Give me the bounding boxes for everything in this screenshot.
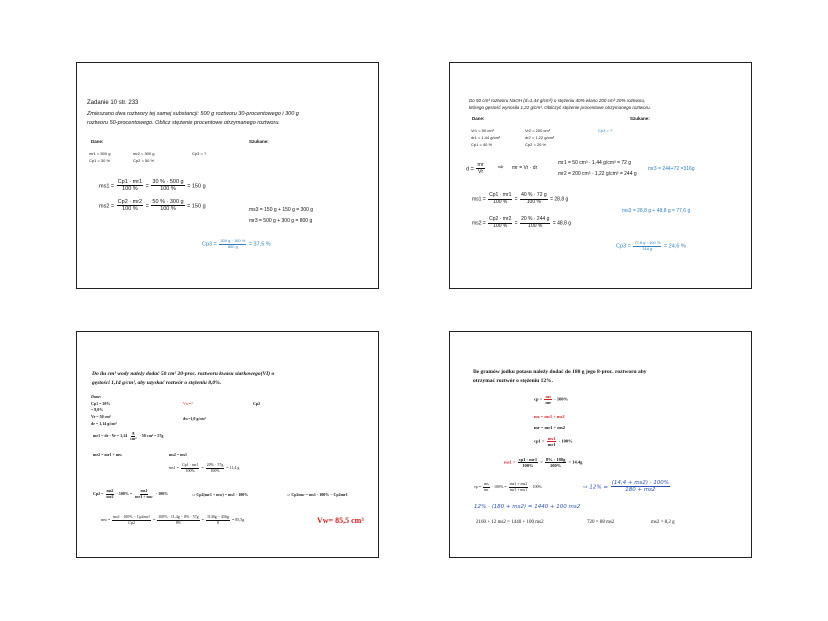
task-text-line-1: Do ilu cm³ wody należy dodać 50 cm³ 20-proc. roztworu kwasu siarkowego(VI) o	[92, 371, 275, 377]
dane-label: Dane:	[91, 139, 104, 144]
dane-label: Dane:	[91, 394, 102, 399]
ms3-sum: ms3 = 150 g + 150 g = 300 g	[249, 207, 314, 213]
given-cp1: Cp1 = 30 %	[89, 158, 111, 163]
mr1-calculation: mr1 = dr · Vr = 1,14 $\frac{g}{\text{cm³}}$ · 50 cm³ = 57g	[93, 430, 164, 441]
mr-sum-formula: mr = mr1 + ms2	[534, 425, 566, 430]
task-text-line-1: Do 50 cm³ roztworu NaOH (d=1,44 g/cm³) o stężeniu 40% wlano 200 cm³ 20% roztworu,	[469, 98, 646, 103]
ms1-equation: ms1 = $\frac{Cp1 \cdot mr1}{100\%}$ = $\frac{20\% \cdot 57g}{100\%}$ = 11,4 g	[169, 462, 240, 473]
given-density: dr = 1,14 g/cm³	[91, 421, 117, 426]
ms-sum-formula: ms = ms1 + ms2	[534, 414, 565, 419]
mr1-calculation: mr1 = 50 cm³ · 1,44 g/cm³ = 72 g	[558, 160, 632, 166]
given-d2: dr2 = 1,22 g/cm³	[525, 135, 555, 140]
unknown-cp3: Cp3 = ?	[192, 151, 207, 156]
unknown-vw: Vw=?	[183, 401, 193, 406]
task-text-line-1: Ile gramów jodku potasu należy dodać do 180 g jego 8-proc. roztworu aby	[473, 369, 647, 375]
slide-2-naoh-solutions	[449, 62, 752, 289]
task-text-line-2: otrzymać roztwór o stężeniu 12%.	[473, 378, 553, 384]
density-formula: d = $\frac{mr}{Vr}$	[466, 162, 484, 176]
given-mr2: mr2 = 300 g	[133, 151, 155, 156]
cp3-result-equation: Cp3 = $\frac{300 g \cdot 100 \%}{800 g}$ = 37,5 %	[202, 238, 271, 249]
given-cp2: = 8,0%	[91, 407, 104, 412]
mr2-calculation: mr2 = 200 cm³ · 1,22 g/cm³ = 244 g	[558, 171, 637, 177]
final-step-2: 720 = 88 ms2	[587, 520, 615, 525]
cp1-formula: cp1 = $\frac{ms1}{mr1}$ · 100%	[534, 436, 573, 448]
given-volume: Vr = 50 cm³	[91, 414, 111, 419]
given-cp2: Cp2 = 20 %	[525, 142, 547, 147]
given-v2: Vr2 = 200 cm³	[525, 128, 551, 133]
given-cp2: Cp2 = 50 %	[133, 158, 155, 163]
ms1-equation: ms1 = $\frac{cp1 \cdot mr1}{100\%}$ = $\frac{8\% \cdot 180g}{100\%}$ = 14.4g	[504, 457, 583, 469]
ms3-sum: ms3 = 28,8 g + 48,8 g = 77,6 g	[622, 208, 691, 214]
given-cp1: Cp1 = 40 %	[471, 142, 493, 147]
mr3-sum: mr3 = 500 g + 300 g = 800 g	[249, 218, 313, 224]
final-step-1: 2160 + 12 ms2 = 1440 + 100 ms2	[476, 520, 544, 525]
mass-formula: mr = Vr · dr	[512, 165, 538, 171]
cp2-label: Cp2	[253, 401, 261, 406]
rearrange-step-2: ⇨ Cp2mw = ms1 · 100% − Cp2mr1	[287, 492, 348, 497]
task-text-line-2: którego gęstość wynosiła 1,22 g/cm³. Obliczyć stężenie procentowe otrzymanego roztworu.	[469, 105, 651, 110]
mr3-sum: mr3 = 244+72 =316g	[648, 166, 695, 172]
ms2-equation: ms2 = $\frac{Cp2 \cdot mr2}{100 \%}$ = $\frac{50 \% \cdot 300 g}{100 \%}$ = 150 g	[99, 199, 206, 213]
task-text-line-2: gęstości 1,14 g/cm³, aby uzyskać roztwór o stężeniu 8,0%.	[92, 380, 222, 386]
cp3-result-equation: Cp3 = $\frac{77,6 g \cdot 100 \%}{316 g}$ = 24,6 %	[616, 240, 686, 251]
water-density: dw=1,0 g/cm³	[183, 416, 206, 421]
mw-equation: mw = $\frac{ms1 \cdot 100\% - Cp2mr1}{Cp2}$ = $\frac{100\% \cdot 11,4g - 8\% \cdot 57g}{8\%}$ = $\frac{1140g - 456g}{8}$ = 85,5g	[101, 514, 245, 525]
ms1-equation: ms1 = $\frac{Cp1 \cdot mr1}{100 \%}$ = $\frac{30 \% \cdot 500 g}{100 \%}$ = 150 g	[99, 179, 206, 193]
given-v1: Vr1 = 50 cm³	[471, 128, 494, 133]
slide-title: Zadanie 10 str. 233	[87, 100, 139, 106]
task-text-line-1: Zmieszano dwa roztwory tej samej substancji: 500 g roztworu 30-procentowego i 300 g	[87, 111, 299, 117]
slide-1-mixing-solutions	[76, 62, 379, 289]
ms2-equation: ms2 = $\frac{Cp2 \cdot mr2}{100 \%}$ = $\frac{20 \% \cdot 244 g}{100 \%}$ = 48,8 g	[472, 216, 572, 229]
slide-4-potassium-iodide-problem	[449, 331, 752, 558]
given-d1: dr1 = 1,44 g/cm³	[471, 135, 501, 140]
final-answer: Vw= 85,5 cm³	[317, 516, 364, 525]
ms1-equation: ms1 = $\frac{Cp1 \cdot mr1}{100 \%}$ = $\frac{40 \% \cdot 72 g}{100 \%}$ = 28,8 g	[472, 192, 569, 205]
handwritten-equation: ⇨ 12% = $\frac{(14,4 + ms2) \cdot 100\%}{180 + ms2}$	[583, 480, 670, 494]
szukane-label: Szukane:	[249, 139, 269, 144]
final-answer: ms2 = 8,2 g	[651, 520, 675, 525]
unknown-cp3: Cp3 = ?	[598, 128, 613, 133]
szukane-label: Szukane:	[630, 116, 650, 121]
dane-label: Dane:	[472, 116, 485, 121]
ms-equality: ms2 = ms1	[169, 452, 188, 457]
handwritten-expansion: 12% · (180 + ms2) = 1440 + 100 ms2	[474, 504, 581, 510]
task-text-line-2: roztworu 50-procentowego. Oblicz stężenie procentowe otrzymanego roztworu.	[87, 120, 280, 126]
cp2-equation: Cp2 = $\frac{ms2}{mr2}$ · 100% = $\frac{ms1}{mr1 + mw}$ · 100%	[93, 488, 169, 499]
cp-expanded-equation: cp = $\frac{ms}{mr}$ · 100% = $\frac{ms1 + ms2}{mr1 + ms1}$ · 100%	[474, 481, 542, 492]
rearrange-step-1: ⇨ Cp2(mr1 + mw) = ms1 · 100%	[192, 492, 249, 497]
cp-formula: cp = $\frac{ms}{mr}$ · 100%	[534, 394, 569, 406]
given-mr1: mr1 = 500 g	[89, 151, 111, 156]
slide-3-dilution-problem	[76, 331, 379, 558]
mr2-relation: mr2 = mr1 + mw	[93, 452, 122, 457]
arrow-icon: ⇨	[498, 164, 504, 171]
given-cp1: Cp1 = 20%	[91, 401, 111, 406]
